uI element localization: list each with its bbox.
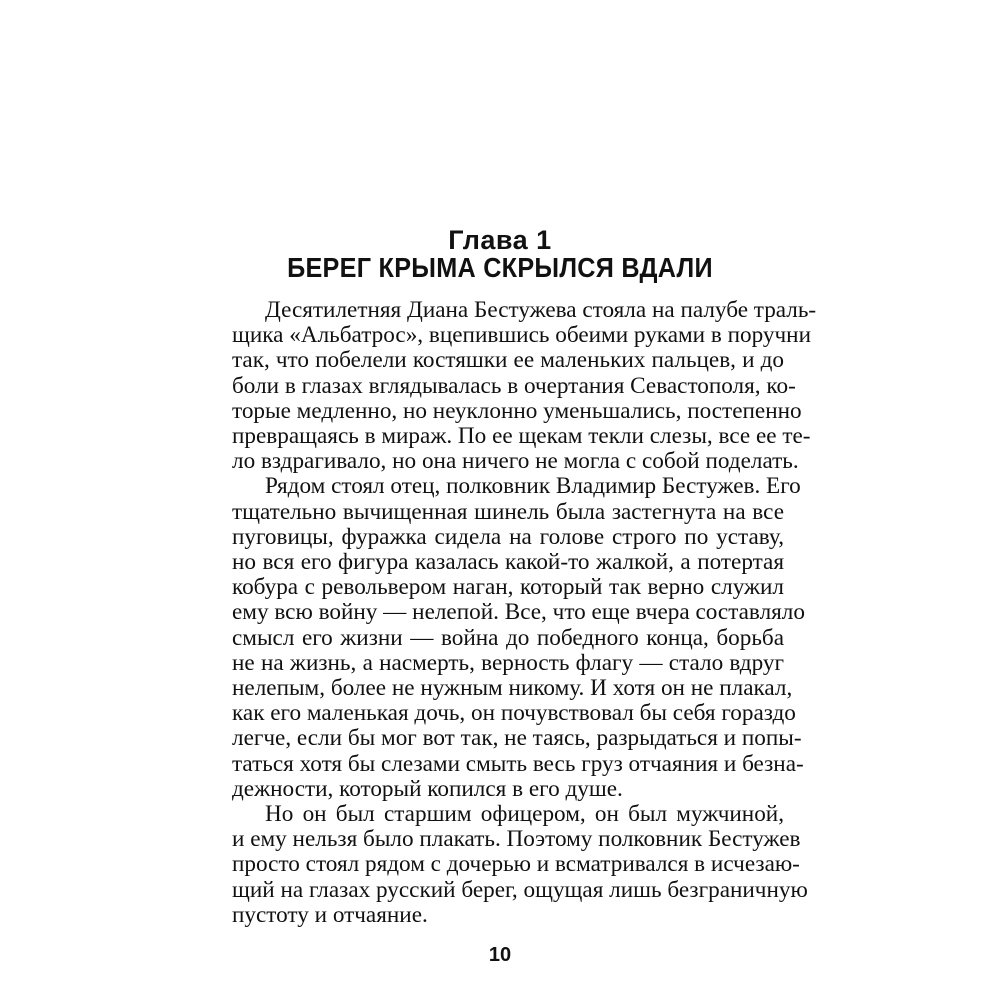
text-line: кобура с револьвером наган, который так верно служил [232, 574, 784, 601]
chapter-label: Глава 1 [448, 225, 552, 255]
text-line: пустоту и отчаяние. [232, 901, 428, 928]
text-line: Десятилетняя Диана Бестужева стояла на палубе траль- [265, 297, 817, 323]
text-line: пуговицы, фуражка сидела на голове строго по уставу, [232, 523, 784, 550]
text-line: нелепым, более не нужным никому. И хотя он не плакал, [232, 675, 793, 701]
text-line: смысл его жизни — война до победного конца, борьба [232, 624, 784, 651]
text-line: просто стоял рядом с дочерью и всматривался в исчезаю- [232, 851, 800, 878]
text-line: легче, если бы мог вот так, не таясь, разрыдаться и попы- [232, 725, 802, 752]
text-line: не на жизнь, а насмерть, верность флагу — стало вдруг [232, 649, 784, 676]
text-line: тщательно вычищенная шинель была застегнута на все [232, 498, 784, 525]
text-line: как его маленькая дочь, он почувствовал бы себя гораздо [232, 700, 796, 727]
text-line: и ему нельзя было плакать. Поэтому полковник Бестужев [232, 826, 801, 853]
text-line: Но он был старшим офицером, он был мужчиной, [265, 801, 784, 827]
text-line: ему всю войну — нелепой. Все, что еще вчера составляло [232, 599, 805, 626]
text-line: но вся его фигура казалась какой-то жалкой, а потертая [232, 549, 784, 575]
text-line: торые медленно, но неуклонно уменьшались, постепенно [232, 397, 802, 424]
text-line: таться хотя бы слезами смыть весь груз отчаяния и безна- [232, 750, 804, 777]
text-line: боли в глазах вглядывалась в очертания Севастополя, ко- [232, 372, 796, 399]
text-line: ло вздрагивало, но она ничего не могла с собой поделать. [232, 448, 799, 475]
text-line: дежности, который копился в его душе. [232, 775, 623, 802]
text-line: так, что побелели костяшки ее маленьких пальцев, и до [232, 347, 784, 374]
text-line: превращаясь в мираж. По ее щекам текли слезы, все ее те- [232, 423, 811, 449]
chapter-title: БЕРЕГ КРЫМА СКРЫЛСЯ ВДАЛИ [287, 252, 713, 283]
page-number: 10 [488, 943, 512, 966]
text-line: щий на глазах русский берег, ощущая лишь безграничную [232, 876, 808, 903]
text-line: щика «Альбатрос», вцепившись обеими руками в поручни [232, 322, 811, 349]
text-line: Рядом стоял отец, полковник Владимир Бестужев. Его [265, 473, 801, 500]
